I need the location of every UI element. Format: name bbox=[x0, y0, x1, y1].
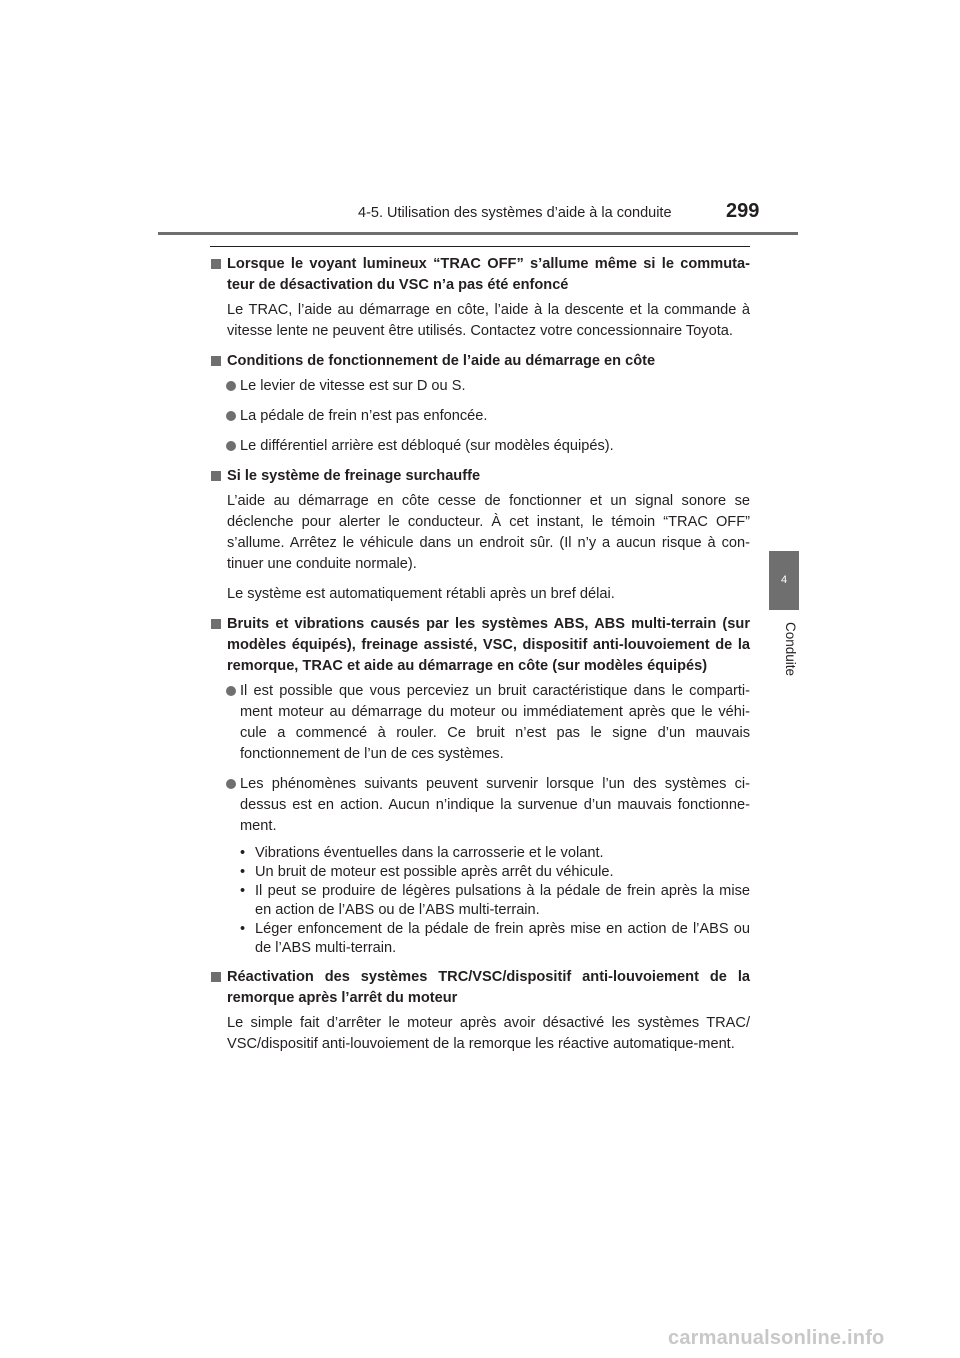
section-heading: Si le système de freinage surchauffe bbox=[210, 466, 750, 487]
section-heading: Conditions de fonctionnement de l’aide au démarrage en côte bbox=[210, 351, 750, 372]
list-item: Le levier de vitesse est sur D ou S. bbox=[210, 376, 750, 397]
content-top-rule bbox=[210, 246, 750, 247]
paragraph: L’aide au démarrage en côte cesse de fonctionner et un signal sonore se déclenche pour alerter le conducteur. À cet instant, le témoin “TRAC OFF” s’allume. Arrêtez le véhicule dans un endroit sûr. (Il n’y a aucun risque à con-tinuer une conduite normale). bbox=[227, 493, 750, 572]
bullet-glyph: • bbox=[240, 921, 246, 937]
bullet-glyph: • bbox=[240, 883, 246, 899]
sub-list bbox=[210, 844, 750, 958]
running-header-section: 4-5. Utilisation des systèmes d’aide à la conduite bbox=[358, 205, 672, 221]
square-bullet-icon bbox=[211, 619, 221, 629]
circle-bullet-icon bbox=[226, 411, 236, 421]
section-heading: Bruits et vibrations causés par les systèmes ABS, ABS multi-terrain (sur modèles équipés), freinage assisté, VSC, dispositif anti-louvoiement de la remorque, TRAC et aide au démarrage en côte (sur modèles équipés) bbox=[210, 614, 750, 677]
list-item: Le différentiel arrière est débloqué (sur modèles équipés). bbox=[210, 436, 750, 457]
section-brake-overheat bbox=[210, 466, 750, 605]
paragraph: Le système est automatiquement rétabli après un bref délai. bbox=[227, 586, 615, 602]
section-heading: Réactivation des systèmes TRC/VSC/dispositif anti-louvoiement de la remorque après l’arrêt du moteur bbox=[210, 967, 750, 1009]
square-bullet-icon bbox=[211, 356, 221, 366]
list-item: Les phénomènes suivants peuvent survenir lorsque l’un des systèmes ci-dessus est en action. Aucun n’indique la survenue d’un mauvais fonctionne-ment. bbox=[210, 774, 750, 837]
sub-list-item: • Léger enfoncement de la pédale de frein après mise en action de l’ABS ou de l’ABS multi-terrain. bbox=[240, 921, 750, 956]
circle-bullet-icon bbox=[226, 779, 236, 789]
paragraph: Le simple fait d’arrêter le moteur après avoir désactivé les systèmes TRAC/ VSC/dispositif anti-louvoiement de la remorque les réactive automatique-ment. bbox=[227, 1015, 750, 1052]
list-item: Il est possible que vous perceviez un bruit caractéristique dans le comparti-ment moteur au démarrage du moteur ou immédiatement après que le véhi-cule a commencé à rouler. Ce bruit n’est pas le signe d’un mauvais fonctionnement de l’un de ces systèmes. bbox=[210, 681, 750, 765]
chapter-label: Conduite bbox=[783, 621, 798, 677]
section-reactivation bbox=[210, 967, 750, 1055]
sub-list-item: • Un bruit de moteur est possible après arrêt du véhicule. bbox=[240, 864, 614, 880]
page-content bbox=[210, 254, 750, 1064]
square-bullet-icon bbox=[211, 471, 221, 481]
list-item: La pédale de frein n’est pas enfoncée. bbox=[210, 406, 750, 427]
sub-list-item: • Vibrations éventuelles dans la carrosserie et le volant. bbox=[240, 845, 604, 861]
section-trac-off-indicator bbox=[210, 254, 750, 342]
section-hill-start-conditions bbox=[210, 351, 750, 457]
page-number: 299 bbox=[726, 200, 760, 222]
square-bullet-icon bbox=[211, 259, 221, 269]
sub-list-item: • Il peut se produire de légères pulsations à la pédale de frein après la mise en action de l’ABS ou de l’ABS multi-terrain. bbox=[240, 883, 750, 918]
bullet-glyph: • bbox=[240, 864, 246, 880]
watermark: carmanualsonline.info bbox=[668, 1327, 885, 1349]
circle-bullet-icon bbox=[226, 441, 236, 451]
circle-bullet-icon bbox=[226, 381, 236, 391]
section-heading: Lorsque le voyant lumineux “TRAC OFF” s’allume même si le commuta-teur de désactivation du VSC n’a pas été enfoncé bbox=[210, 254, 750, 296]
header-rule bbox=[158, 232, 798, 235]
bullet-glyph: • bbox=[240, 845, 246, 861]
circle-bullet-icon bbox=[226, 686, 236, 696]
paragraph: Le TRAC, l’aide au démarrage en côte, l’aide à la descente et la commande à vitesse lente ne peuvent être utilisés. Contactez votre concessionnaire Toyota. bbox=[227, 302, 750, 339]
section-noise-vibrations bbox=[210, 614, 750, 958]
square-bullet-icon bbox=[211, 972, 221, 982]
chapter-tab: 4 bbox=[769, 551, 799, 610]
